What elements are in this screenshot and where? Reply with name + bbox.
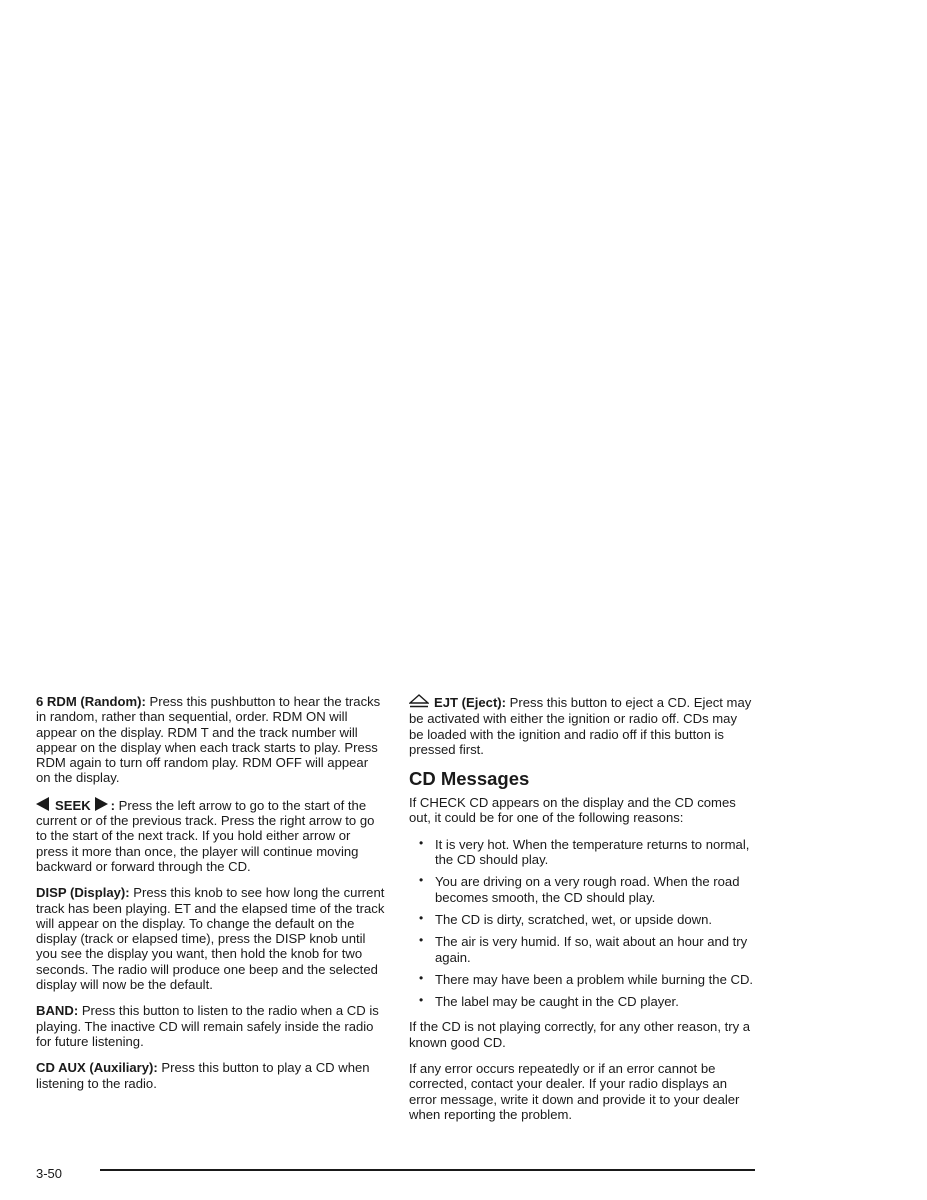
bullet-icon: • (419, 910, 424, 925)
list-item-text: The label may be caught in the CD player. (435, 994, 679, 1010)
rdm-text: Press this pushbutton to hear the tracks in random, rather than sequential, order. RDM ON will appear on the display. RDM T and the track number will appear on the display when each track starts to play. Press RDM again to turn off random play. RDM OFF will appear on the display. (36, 694, 381, 786)
seek-paragraph (36, 797, 386, 874)
cd-aux-label: CD AUX (Auxiliary): (36, 1060, 158, 1076)
eject-icon (409, 694, 429, 711)
list-item-text: You are driving on a very rough road. When the road becomes smooth, the CD should play. (435, 874, 740, 905)
not-playing-paragraph: If the CD is not playing correctly, for any other reason, try a known good CD. (409, 1019, 751, 1050)
error-paragraph: If any error occurs repeatedly or if an error cannot be corrected, contact your dealer. If your radio displays an error message, write it down and provide it to your dealer when reporting the problem. (409, 1061, 740, 1122)
right-arrow-icon (95, 797, 108, 811)
seek-label: SEEK (55, 797, 91, 813)
bullet-icon: • (419, 993, 424, 1008)
rdm-paragraph (36, 694, 386, 786)
bullet-icon: • (419, 933, 424, 948)
ejt-label: EJT (Eject): (434, 695, 507, 710)
list-item-text: The CD is dirty, scratched, wet, or upside down. (435, 911, 713, 927)
list-item (409, 934, 755, 965)
bullet-icon: • (419, 970, 424, 985)
cd-aux-text: Press this button to play a CD when listening to the radio. (36, 1060, 370, 1091)
disp-paragraph (36, 885, 386, 992)
reasons-list (409, 837, 755, 1010)
bullet-icon: • (419, 835, 424, 850)
list-item (409, 874, 755, 905)
band-paragraph (36, 1003, 386, 1049)
left-column (36, 694, 386, 1102)
band-label: BAND: (36, 1003, 79, 1019)
list-item (409, 837, 755, 868)
seek-text: Press the left arrow to go to the start of the current or of the previous track. Press the right arrow to go to the start of the next track. If you hold either arrow or press it more than once, the player will continue moving backward or forward through the CD. (36, 797, 375, 874)
list-item-text: The air is very humid. If so, wait about an hour and try again. (435, 934, 748, 965)
list-item-text: There may have been a problem while burning the CD. (435, 971, 754, 987)
cd-messages-heading: CD Messages (409, 768, 530, 790)
list-item (409, 912, 755, 927)
footer-divider (100, 1169, 755, 1171)
list-item (409, 972, 755, 987)
band-text: Press this button to listen to the radio when a CD is playing. The inactive CD will remain safely inside the radio for future listening. (36, 1003, 379, 1049)
rdm-label: 6 RDM (Random): (36, 694, 146, 709)
seek-colon: : (110, 797, 116, 813)
cd-messages-intro: If CHECK CD appears on the display and the CD comes out, it could be for one of the following reasons: (409, 795, 736, 826)
cd-aux-paragraph (36, 1060, 386, 1091)
ejt-text: Press this button to eject a CD. Eject may be activated with either the ignition or radio off. CDs may be loaded with the ignition and radio off if this button is pressed first. (409, 695, 752, 757)
list-item (409, 994, 755, 1009)
list-item-text: It is very hot. When the temperature returns to normal, the CD should play. (435, 836, 750, 868)
ejt-paragraph (409, 694, 755, 757)
right-column (409, 694, 755, 1133)
bullet-icon: • (419, 873, 424, 888)
left-arrow-icon (36, 797, 49, 811)
disp-text: Press this knob to see how long the current track has been playing. ET and the elapsed time of the track will appear on the display. To change the default on the display (track or elapsed time), press the DISP knob until you see the display you want, then hold the knob for two seconds. The radio will produce one beep and the selected display will now be the default. (36, 885, 385, 993)
page-number: 3-50 (36, 1166, 63, 1181)
disp-label: DISP (Display): (36, 885, 130, 901)
